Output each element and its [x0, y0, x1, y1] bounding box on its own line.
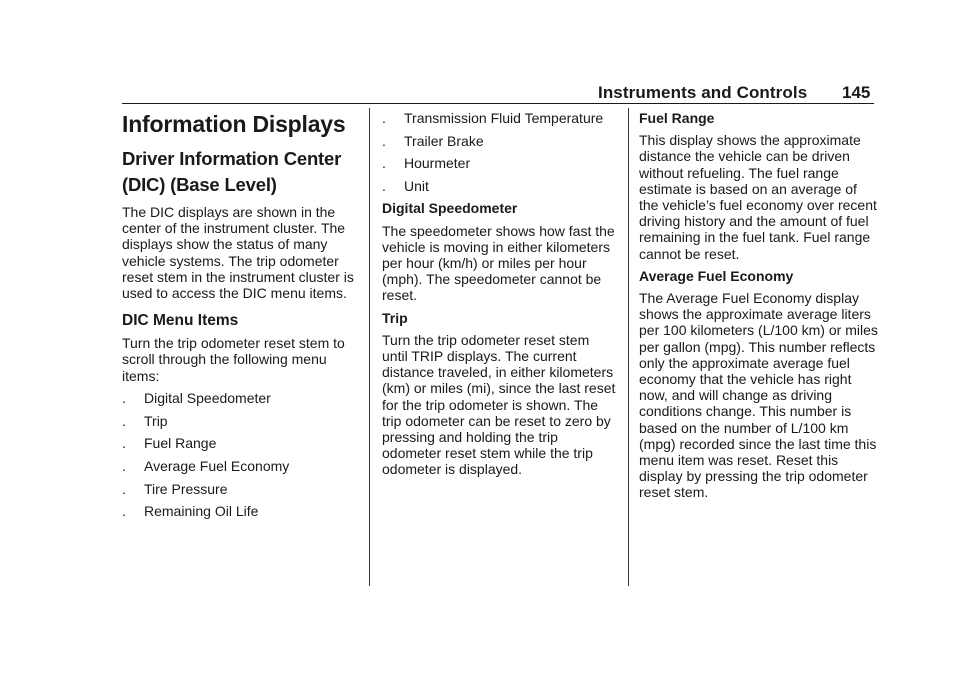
list-item: . Unit: [382, 177, 429, 194]
average-fuel-economy-heading: Average Fuel Economy: [639, 267, 794, 284]
column-divider-2: [628, 108, 629, 586]
list-item: . Hourmeter: [382, 155, 471, 172]
header-rule: [122, 103, 874, 104]
list-item: . Fuel Range: [122, 435, 217, 452]
bullet-icon: .: [382, 177, 386, 194]
menu-items-list-continued: [382, 110, 618, 194]
average-fuel-economy-paragraph: The Average Fuel Economy display shows the approximate average liters per 100 kilometers (L/100 km) or miles per gallon (mpg). This number reflects only the approximate average fuel economy that the vehicle has right now, and will change as driving conditions change. This number is based on the number of L/100 km (mpg) recorded since the last time this menu item was reset. Reset this display by pressing the trip odometer reset stem.: [639, 290, 878, 501]
column-divider-1: [369, 108, 370, 586]
list-item: . Average Fuel Economy: [122, 458, 290, 474]
digital-speedometer-heading: Digital Speedometer: [382, 200, 518, 217]
list-item: . Digital Speedometer: [122, 390, 271, 407]
bullet-icon: .: [122, 503, 126, 520]
trip-paragraph: Turn the trip odometer reset stem until TRIP displays. The current distance traveled, in either kilometers (km) or miles (mi), since the last reset for the trip odometer is shown. The trip odometer can be reset to zero by pressing and holding the trip odometer reset stem while the trip odometer is displayed.: [382, 331, 616, 478]
bullet-icon: .: [122, 458, 126, 474]
section-heading-dic: Driver Information Center (DIC) (Base Level): [122, 148, 342, 195]
list-item: . Tire Pressure: [122, 480, 228, 497]
list-item: . Trailer Brake: [382, 132, 484, 149]
column-2: [382, 110, 618, 484]
bullet-icon: .: [122, 412, 126, 429]
menu-items-intro: Turn the trip odometer reset stem to scroll through the following menu items:: [122, 335, 345, 384]
chapter-heading: Information Displays: [122, 111, 346, 137]
column-3: [639, 110, 879, 507]
fuel-range-heading: Fuel Range: [639, 110, 715, 126]
bullet-icon: .: [122, 480, 126, 497]
section-header-title: Instruments and Controls: [598, 83, 808, 102]
list-item: . Trip: [122, 412, 168, 429]
subsection-heading-menu-items: DIC Menu Items: [122, 312, 239, 330]
bullet-icon: .: [382, 155, 386, 172]
trip-heading: Trip: [382, 309, 408, 326]
bullet-icon: .: [382, 110, 386, 126]
dic-intro-paragraph: The DIC displays are shown in the center of the instrument cluster. The displays show the status of many vehicle systems. The trip odometer reset stem in the instrument cluster is used to access the DIC menu items.: [122, 204, 354, 302]
page-number: 145: [842, 83, 871, 102]
menu-items-list: [122, 390, 358, 519]
bullet-icon: .: [122, 390, 126, 407]
column-1: [122, 110, 358, 526]
bullet-icon: .: [122, 435, 126, 452]
fuel-range-paragraph: This display shows the approximate distance the vehicle can be driven without refueling. The fuel range estimate is based on an average of the vehicle’s fuel economy over recent driving history and the amount of fuel remaining in the fuel tank. Fuel range cannot be reset.: [639, 132, 877, 262]
digital-speedometer-paragraph: The speedometer shows how fast the vehicle is moving in either kilometers per hour (km/h) or miles per hour (mph). The speedometer cannot be reset.: [382, 222, 615, 304]
bullet-icon: .: [382, 132, 386, 149]
list-item: . Transmission Fluid Temperature: [382, 110, 604, 126]
list-item: . Remaining Oil Life: [122, 503, 259, 520]
